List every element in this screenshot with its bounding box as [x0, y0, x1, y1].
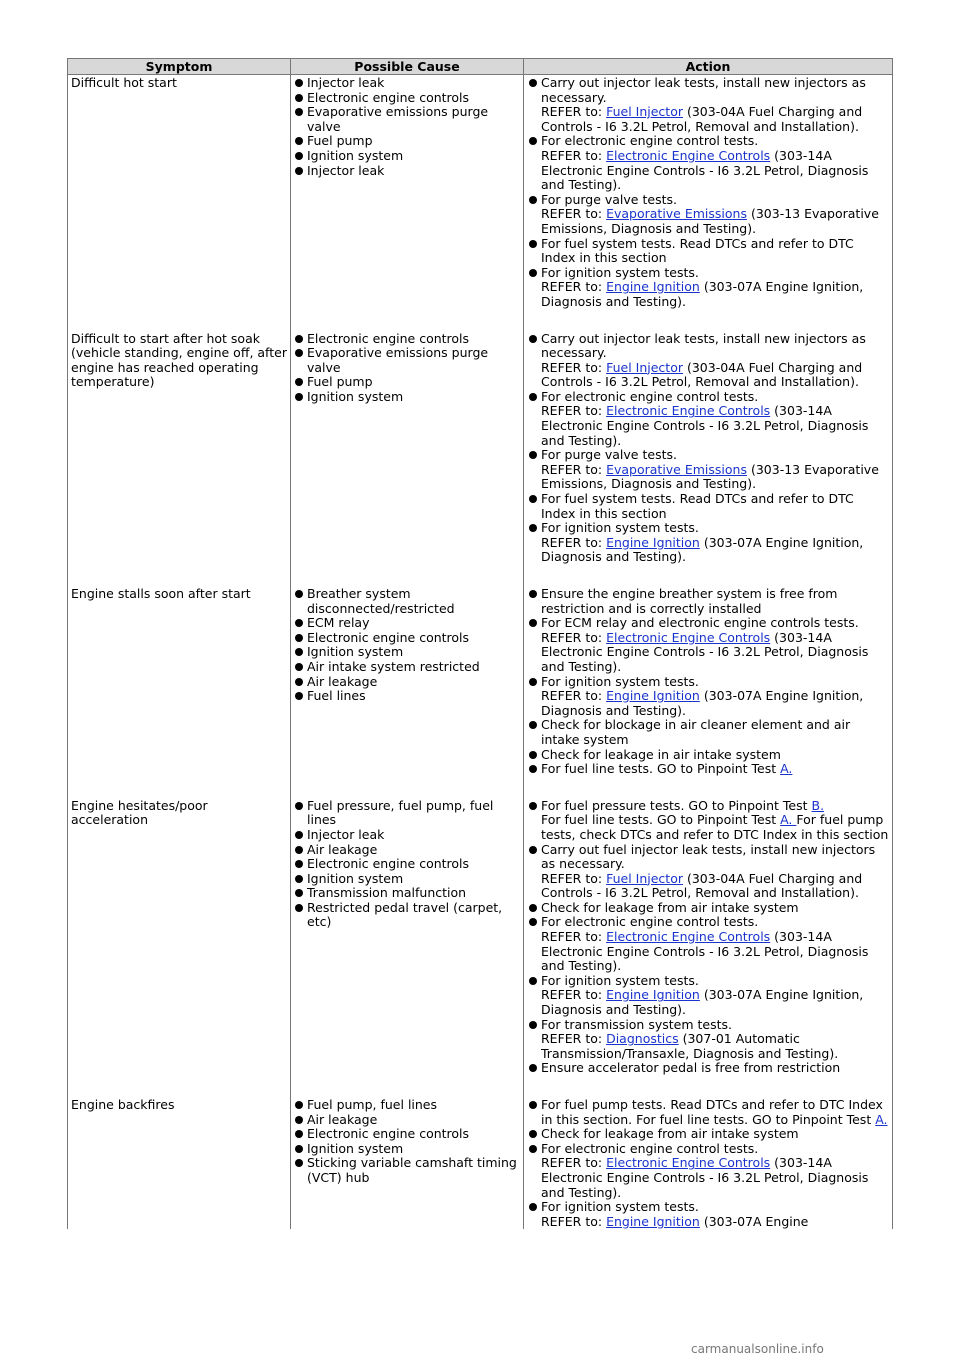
action-text: Check for blockage in air cleaner element and air intake system [541, 717, 851, 747]
reference-link[interactable]: A. [780, 761, 793, 777]
action-list-item [541, 448, 889, 492]
action-text: Carry out injector leak tests, install new injectors as necessary. [541, 75, 866, 105]
refer-to-label: REFER to: [541, 359, 607, 375]
reference-detail: (303-14A Electronic Engine Controls - I6 3.2L Petrol, Diagnosis and Testing). [541, 629, 869, 674]
action-text: For fuel pressure tests. GO to Pinpoint Test [541, 797, 812, 813]
reference-link[interactable]: Engine Ignition [606, 987, 700, 1003]
cause-list [294, 76, 520, 178]
reference-link[interactable]: Electronic Engine Controls [606, 929, 771, 945]
action-list [527, 799, 889, 1076]
reference-detail: (303-07A Engine Ignition, Diagnosis and Testing). [541, 279, 864, 309]
cause-list-item: Ignition system [307, 645, 520, 660]
possible-cause-cell [291, 798, 524, 1097]
refer-to-label: REFER to: [541, 629, 607, 645]
cause-list-item: Air leakage [307, 1113, 520, 1128]
possible-cause-cell [291, 1097, 524, 1229]
action-list-item [541, 1142, 889, 1200]
action-list [527, 76, 889, 310]
action-list-item [541, 266, 889, 310]
action-list-item [541, 616, 889, 674]
table-row [68, 586, 893, 798]
action-text: For fuel system tests. Read DTCs and refer to DTC Index in this section [541, 491, 854, 521]
symptom-cell: Difficult to start after hot soak (vehicle standing, engine off, after engine has reached operating temperature) [68, 331, 291, 587]
action-text: Carry out injector leak tests, install new injectors as necessary. [541, 330, 866, 361]
action-list-item [541, 974, 889, 1018]
cause-list [294, 799, 520, 930]
reference-detail: (303-13 Evaporative Emissions, Diagnosis and Testing). [541, 461, 879, 492]
cause-list [294, 1098, 520, 1186]
cause-list-item: Fuel pressure, fuel pump, fuel lines [307, 799, 520, 828]
reference-link[interactable]: Engine Ignition [606, 688, 700, 704]
cause-list-item: ECM relay [307, 616, 520, 631]
reference-link[interactable]: Electronic Engine Controls [606, 147, 771, 163]
refer-to-label: REFER to: [541, 870, 607, 886]
action-list-item [541, 332, 889, 390]
refer-to-label: REFER to: [541, 147, 607, 163]
cause-list-item: Ignition system [307, 149, 520, 164]
action-text: For fuel system tests. Read DTCs and refer to DTC Index in this section [541, 235, 854, 266]
action-text: Check for leakage in air intake system [541, 746, 781, 762]
action-list-item [541, 76, 889, 134]
cause-list-item: Ignition system [307, 1142, 520, 1157]
refer-to-label: REFER to: [541, 987, 607, 1003]
table-body [68, 75, 893, 1230]
refer-to-label: REFER to: [541, 688, 607, 704]
action-text: For ignition system tests. [541, 673, 699, 689]
action-text: For ignition system tests. [541, 264, 699, 280]
action-cell [524, 75, 893, 331]
cause-list-item: Electronic engine controls [307, 332, 520, 347]
cause-list-item: Air leakage [307, 843, 520, 858]
reference-detail: For fuel pump tests, check DTCs and refer to DTC Index in this section [541, 812, 889, 842]
possible-cause-cell [291, 331, 524, 587]
action-list-item [541, 134, 889, 192]
action-list-item [541, 1018, 889, 1062]
action-text: Ensure accelerator pedal is free from restriction [541, 1060, 841, 1076]
reference-detail: (303-04A Fuel Charging and Controls - I6 3.2L Petrol, Removal and Installation). [541, 104, 863, 134]
action-list-item [541, 762, 889, 777]
cause-list-item: Injector leak [307, 76, 520, 91]
refer-to-label: REFER to: [541, 403, 607, 419]
table-header-row [68, 59, 893, 75]
action-text: For purge valve tests. [541, 191, 677, 207]
reference-detail: (303-14A Electronic Engine Controls - I6 3.2L Petrol, Diagnosis and Testing). [541, 929, 869, 974]
action-list [527, 332, 889, 566]
header-possible-cause: Possible Cause [291, 59, 524, 75]
action-list-item [541, 718, 889, 747]
cause-list-item: Breather system disconnected/restricted [307, 587, 520, 616]
possible-cause-cell [291, 75, 524, 331]
action-text: For electronic engine control tests. [541, 914, 759, 930]
action-list-item [541, 915, 889, 973]
reference-detail: (303-04A Fuel Charging and Controls - I6 3.2L Petrol, Removal and Installation). [541, 359, 863, 390]
reference-detail: (303-07A Engine Ignition, Diagnosis and Testing). [541, 987, 864, 1018]
cause-list-item: Electronic engine controls [307, 91, 520, 106]
action-cell [524, 798, 893, 1097]
reference-link[interactable]: Diagnostics [606, 1031, 679, 1047]
cause-list-item: Electronic engine controls [307, 857, 520, 872]
reference-detail: (303-07A Engine Ignition, Diagnosis and Testing). [541, 534, 864, 565]
cause-list-item: Air leakage [307, 675, 520, 690]
action-list-item [541, 492, 889, 521]
action-list-item [541, 1127, 889, 1142]
action-list-item [541, 748, 889, 763]
reference-link[interactable]: Engine Ignition [606, 534, 700, 550]
action-cell [524, 331, 893, 587]
cause-list-item: Fuel pump [307, 134, 520, 149]
reference-link[interactable]: Electronic Engine Controls [606, 1155, 771, 1171]
cause-list-item: Transmission malfunction [307, 886, 520, 901]
cause-list-item: Sticking variable camshaft timing (VCT) hub [307, 1156, 520, 1185]
cause-list-item: Injector leak [307, 164, 520, 179]
action-text: Check for leakage from air intake system [541, 899, 799, 915]
cause-list [294, 587, 520, 704]
symptom-cell: Difficult hot start [68, 75, 291, 331]
action-text: For electronic engine control tests. [541, 388, 759, 404]
action-text: For fuel pump tests. Read DTCs and refer to DTC Index in this section. For fuel line tests. GO to Pinpoint Test [541, 1097, 883, 1127]
reference-detail: (303-14A Electronic Engine Controls - I6 3.2L Petrol, Diagnosis and Testing). [541, 1155, 869, 1200]
table-row [68, 331, 893, 587]
refer-to-label: REFER to: [541, 1031, 607, 1047]
action-text: Check for leakage from air intake system [541, 1126, 799, 1142]
reference-link[interactable]: Engine Ignition [606, 1213, 700, 1229]
action-text: For fuel line tests. GO to Pinpoint Test [541, 761, 781, 777]
action-text: Carry out fuel injector leak tests, install new injectors as necessary. [541, 841, 876, 872]
reference-link[interactable]: Evaporative Emissions [606, 461, 747, 477]
action-text: For electronic engine control tests. [541, 1140, 759, 1156]
reference-detail: (303-04A Fuel Charging and Controls - I6 3.2L Petrol, Removal and Installation). [541, 870, 863, 901]
action-text: For purge valve tests. [541, 447, 677, 463]
refer-to-label: REFER to: [541, 461, 607, 477]
reference-detail: (303-14A Electronic Engine Controls - I6 3.2L Petrol, Diagnosis and Testing). [541, 147, 869, 193]
action-list-item [541, 843, 889, 901]
reference-detail: (303-07A Engine [699, 1213, 809, 1229]
symptom-cell: Engine hesitates/poor acceleration [68, 798, 291, 1097]
action-list [527, 587, 889, 777]
header-action: Action [524, 59, 893, 75]
action-list-item [541, 193, 889, 237]
reference-detail: (307-01 Automatic Transmission/Transaxle, Diagnosis and Testing). [541, 1031, 839, 1061]
action-cell [524, 1097, 893, 1229]
cause-list-item: Evaporative emissions purge valve [307, 346, 520, 375]
reference-detail: (303-07A Engine Ignition, Diagnosis and Testing). [541, 688, 864, 718]
refer-to-label: REFER to: [541, 206, 607, 222]
symptom-cell: Engine backfires [68, 1097, 291, 1229]
reference-link[interactable]: B. [811, 797, 825, 813]
action-text: For transmission system tests. [541, 1016, 732, 1032]
cause-list-item: Restricted pedal travel (carpet, etc) [307, 901, 520, 930]
cause-list-item: Fuel pump, fuel lines [307, 1098, 520, 1113]
reference-link[interactable]: A. [875, 1111, 888, 1127]
action-text: For ignition system tests. [541, 1199, 699, 1215]
action-text: For ignition system tests. [541, 520, 699, 536]
action-list-item [541, 1061, 889, 1076]
header-symptom: Symptom [68, 59, 291, 75]
table-row [68, 1097, 893, 1229]
action-list-item [541, 901, 889, 916]
cause-list [294, 332, 520, 405]
table-row [68, 798, 893, 1097]
reference-link[interactable]: Evaporative Emissions [606, 206, 747, 222]
diagnosis-table-container [67, 58, 892, 1229]
watermark-text: carmanualsonline.info [691, 1342, 824, 1356]
cause-list-item: Air intake system restricted [307, 660, 520, 675]
table-row [68, 75, 893, 331]
symptom-cell: Engine stalls soon after start [68, 586, 291, 798]
action-text: Ensure the engine breather system is free from restriction and is correctly installed [541, 586, 838, 616]
reference-link[interactable]: Electronic Engine Controls [606, 629, 771, 645]
refer-to-label: REFER to: [541, 279, 607, 295]
reference-link[interactable]: Electronic Engine Controls [606, 403, 771, 419]
action-list [527, 1098, 889, 1229]
cause-list-item: Fuel lines [307, 689, 520, 704]
cause-list-item: Injector leak [307, 828, 520, 843]
cause-list-item: Evaporative emissions purge valve [307, 105, 520, 134]
cause-list-item: Electronic engine controls [307, 1127, 520, 1142]
action-list-item [541, 799, 889, 843]
reference-link[interactable]: Fuel Injector [606, 104, 683, 120]
refer-to-label: REFER to: [541, 1213, 607, 1229]
reference-detail: (303-14A Electronic Engine Controls - I6 3.2L Petrol, Diagnosis and Testing). [541, 403, 869, 448]
refer-to-label: REFER to: [541, 929, 607, 945]
refer-to-label: REFER to: [541, 104, 607, 120]
reference-link[interactable]: Engine Ignition [606, 279, 700, 295]
cause-list-item: Ignition system [307, 390, 520, 405]
cause-list-item: Fuel pump [307, 375, 520, 390]
action-list-item [541, 675, 889, 719]
action-text: For fuel line tests. GO to Pinpoint Test [541, 812, 781, 828]
action-text: For electronic engine control tests. [541, 133, 759, 149]
action-list-item [541, 587, 889, 616]
reference-link[interactable]: Fuel Injector [606, 359, 683, 375]
action-list-item [541, 1098, 889, 1127]
possible-cause-cell [291, 586, 524, 798]
reference-detail: (303-13 Evaporative Emissions, Diagnosis and Testing). [541, 206, 879, 236]
action-list-item [541, 521, 889, 565]
action-text: For ignition system tests. [541, 972, 699, 988]
action-text: For ECM relay and electronic engine controls tests. [541, 615, 859, 631]
action-list-item [541, 1200, 889, 1229]
symptom-chart-table [67, 58, 893, 1229]
refer-to-label: REFER to: [541, 534, 607, 550]
refer-to-label: REFER to: [541, 1155, 607, 1171]
cause-list-item: Electronic engine controls [307, 631, 520, 646]
action-list-item [541, 237, 889, 266]
action-list-item [541, 390, 889, 448]
reference-link[interactable]: A. [780, 812, 797, 828]
action-cell [524, 586, 893, 798]
reference-link[interactable]: Fuel Injector [606, 870, 683, 886]
cause-list-item: Ignition system [307, 872, 520, 887]
